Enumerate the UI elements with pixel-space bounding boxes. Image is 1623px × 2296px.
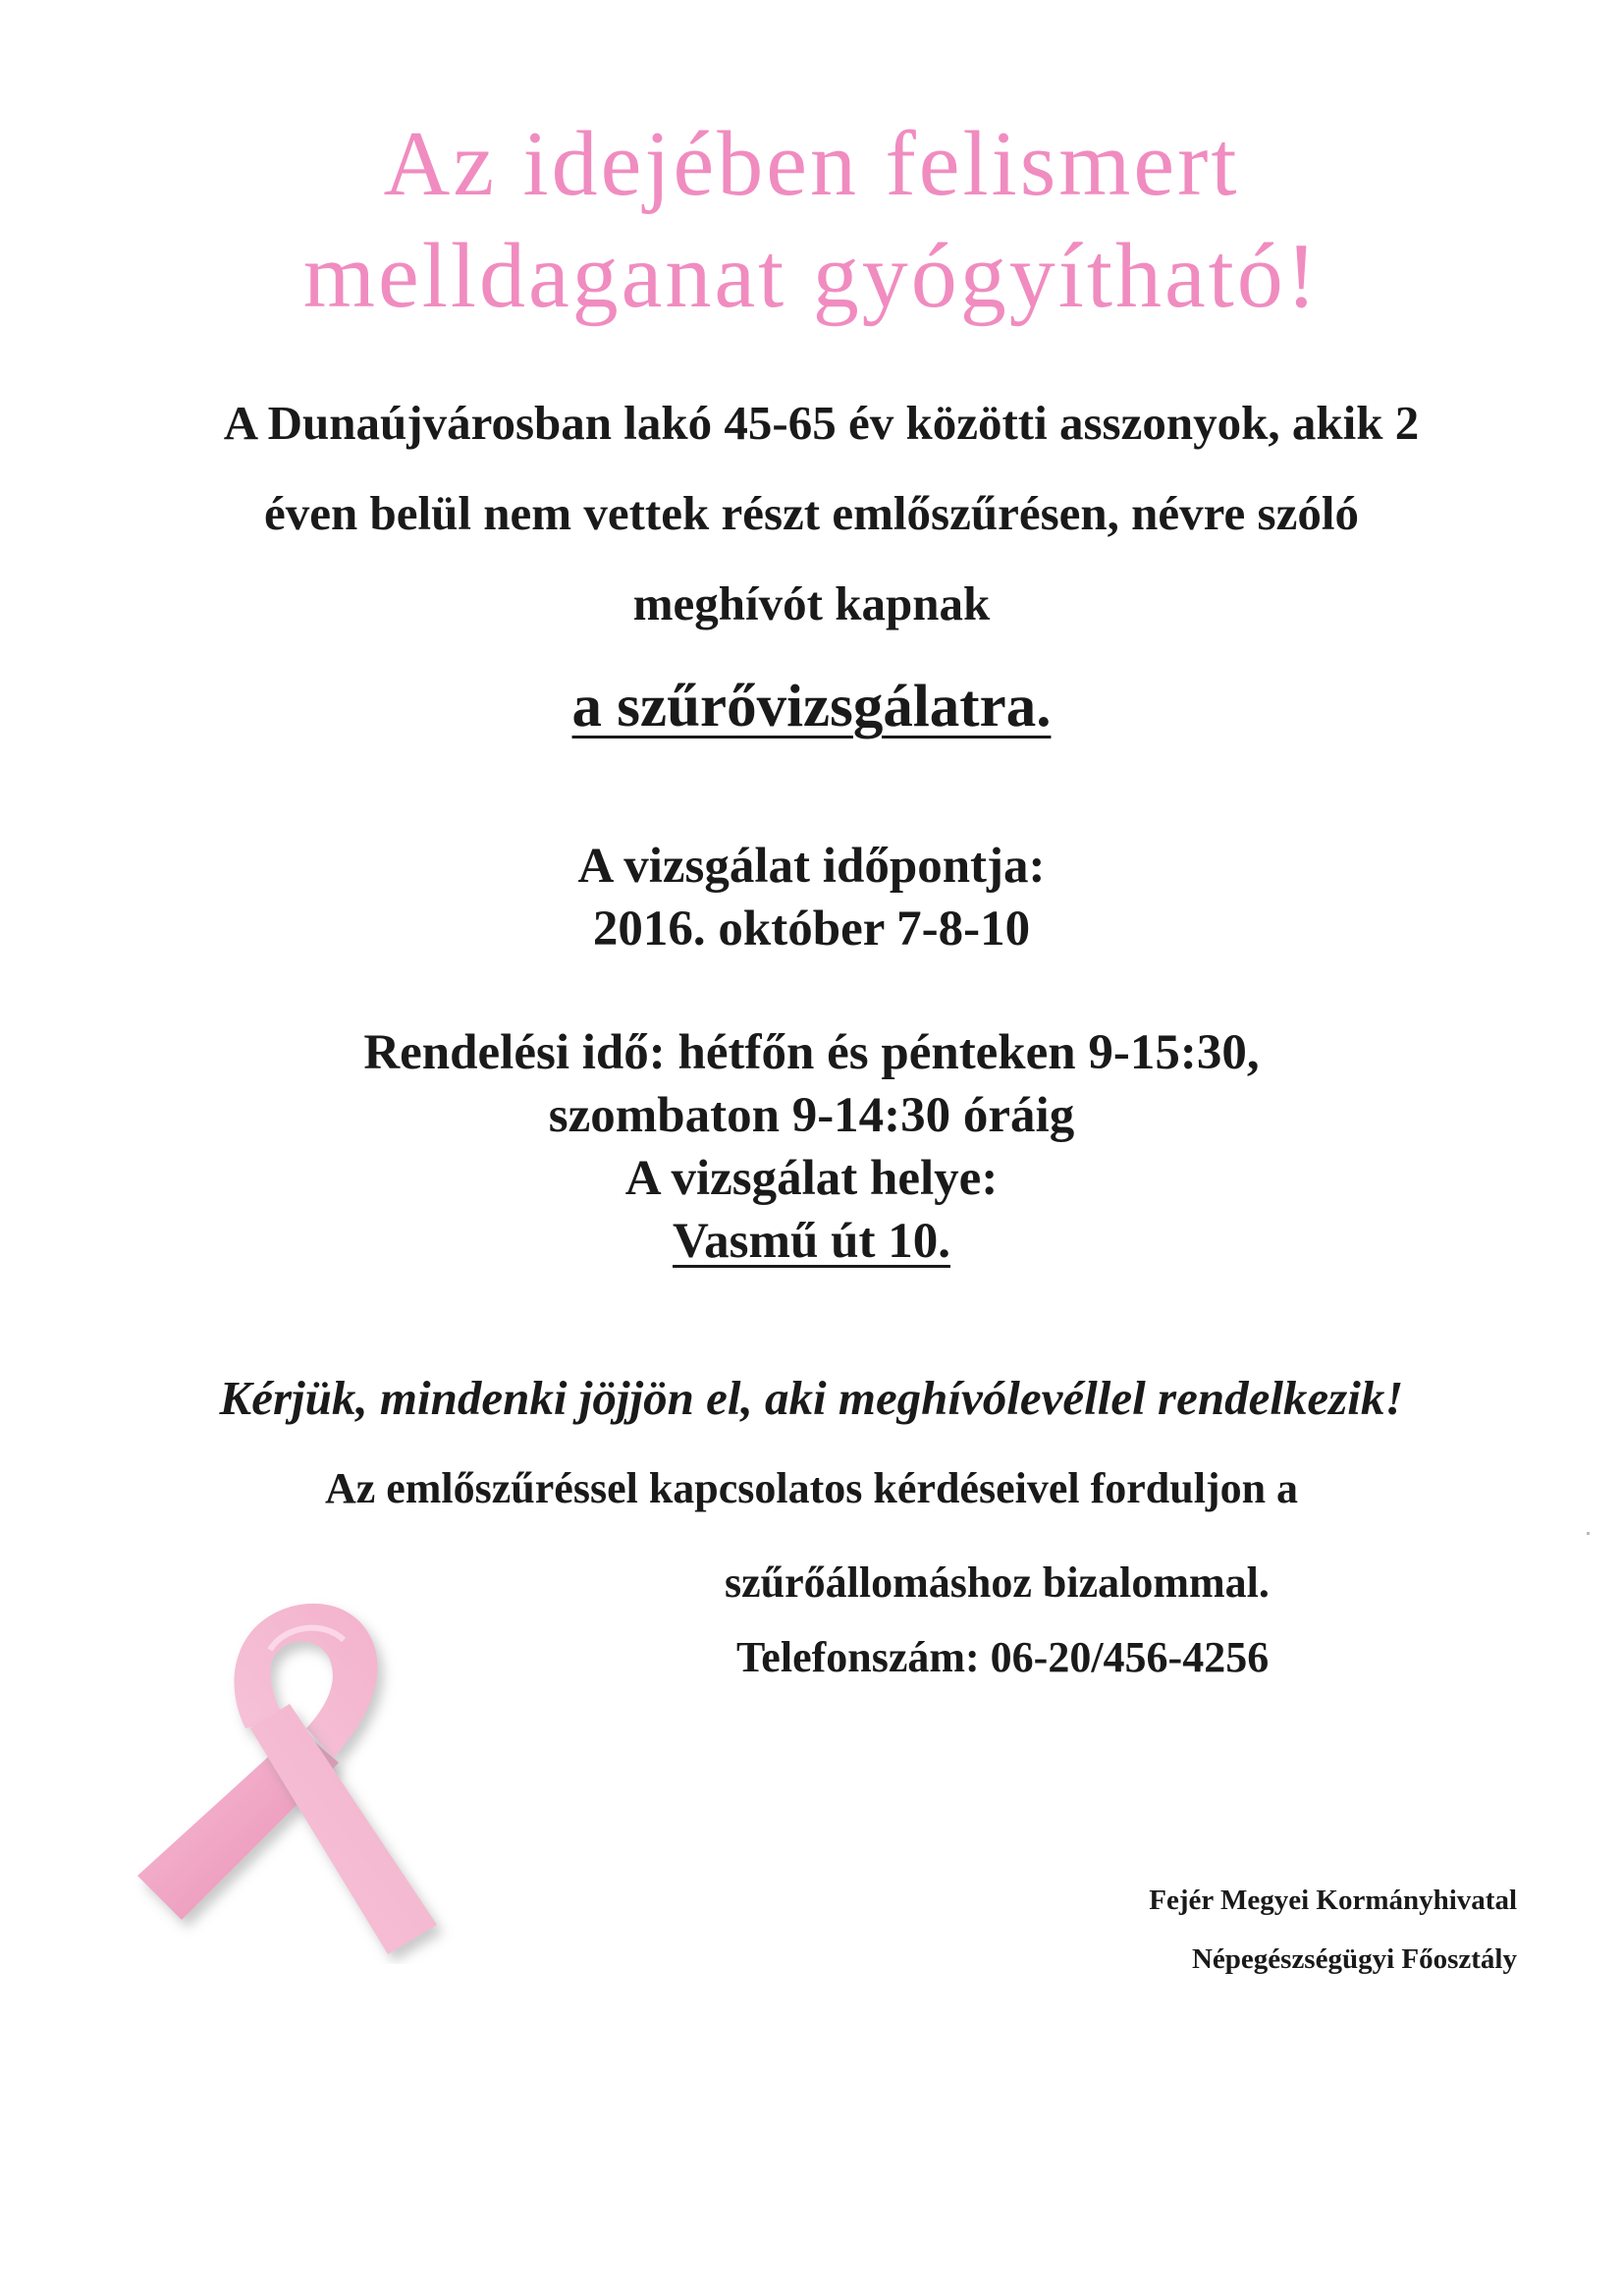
exam-date-section (0, 835, 1623, 960)
organization-name: Fejér Megyei Kormányhivatal (1149, 1885, 1517, 1916)
exam-address: Vasmű út 10. (673, 1214, 950, 1269)
exam-date-label: A vizsgálat időpontja: (577, 839, 1046, 894)
hours-line-2: szombaton 9-14:30 óráig (548, 1088, 1075, 1143)
headline (0, 108, 1623, 332)
phone-number: Telefonszám: 06-20/456-4256 (736, 1633, 1270, 1681)
pink-ribbon-icon (128, 1581, 481, 1964)
scan-speck (1587, 1532, 1590, 1535)
exam-target-text: a szűrővizsgálatra. (571, 674, 1052, 739)
hours-line-1: Rendelési idő: hétfőn és pénteken 9-15:30, (363, 1025, 1260, 1080)
exam-date-value: 2016. október 7-8-10 (592, 902, 1031, 957)
questions-line: Az emlőszűréssel kapcsolatos kérdéseivel forduljon a (324, 1464, 1299, 1512)
intro-line-3: meghívót kapnak (632, 576, 991, 630)
opening-hours-section (0, 1021, 1623, 1273)
request-line: Kérjük, mindenki jöjjön el, aki meghívólevéllel rendelkezik! (219, 1371, 1404, 1425)
intro-line-2: éven belül nem vettek részt emlőszűrésen, névre szóló (264, 486, 1359, 540)
station-line: szűrőállomáshoz bizalommal. (725, 1558, 1270, 1607)
intro-paragraph (0, 378, 1623, 649)
exam-target-heading (0, 668, 1623, 746)
intro-line-1: A Dunaújvárosban lakó 45-65 év közötti asszonyok, akik 2 (223, 396, 1420, 450)
department-name: Népegészségügyi Főosztály (1191, 1943, 1517, 1975)
headline-line-2: melldaganat gyógyítható! (302, 225, 1321, 327)
headline-line-1: Az idejében felismert (383, 113, 1240, 215)
exam-place-label: A vizsgálat helye: (624, 1151, 999, 1206)
